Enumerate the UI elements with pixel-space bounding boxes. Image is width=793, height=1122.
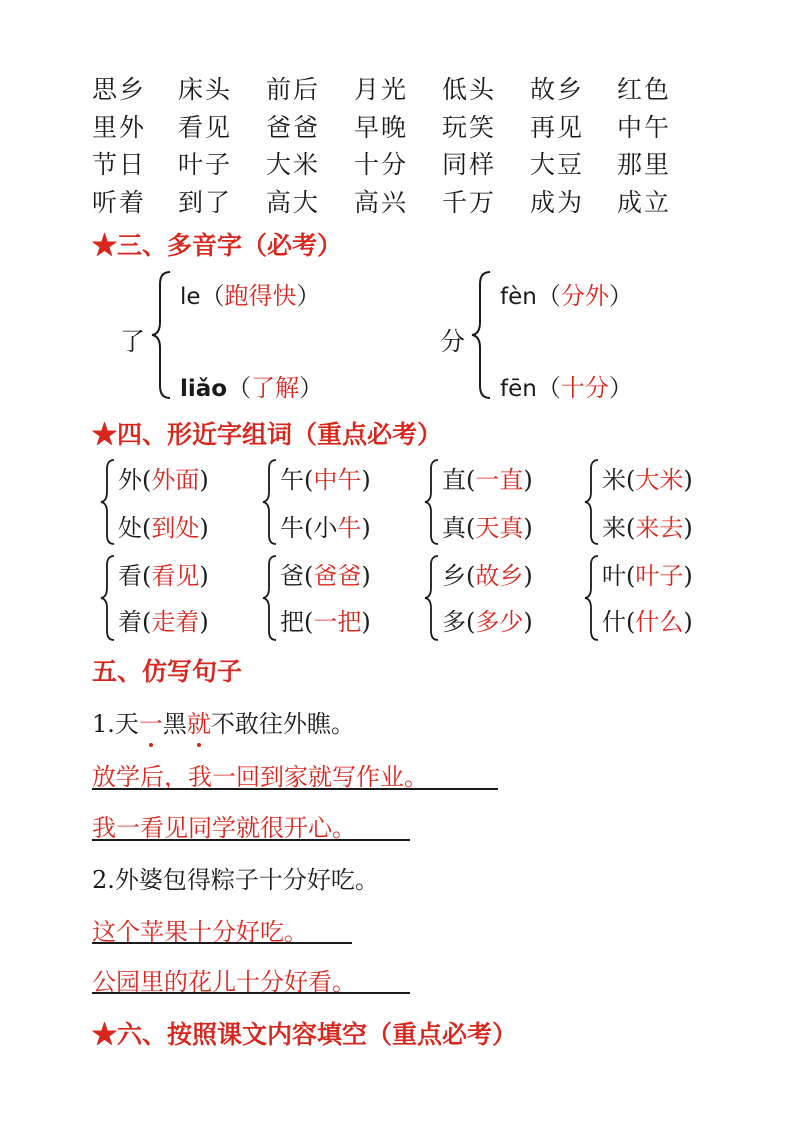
word-item: 高兴 [354,188,409,217]
word-item: 中午 [617,113,672,142]
answer-line: 公园里的花儿十分好看。 [92,968,356,996]
word-item: 大米 [266,150,321,179]
polyphone-reading: le（跑得快） [180,282,321,310]
answer-line: 我一看见同学就很开心。 [92,814,356,842]
section-4-title: ★四、形近字组词（重点必考） [92,420,443,449]
answer-underline [92,839,410,841]
similar-char-line: 叶(叶子) [602,562,693,590]
word-item: 看见 [178,113,233,142]
similar-char-line: 牛(小牛) [280,514,371,542]
answer-underline [92,788,498,790]
word-item: 大豆 [530,150,585,179]
similar-char-line: 把(一把) [280,608,371,636]
word-item: 玩笑 [442,113,497,142]
section-3-title: ★三、多音字（必考） [92,231,343,260]
brace-icon [424,458,440,548]
brace-icon [262,458,278,548]
word-item: 千万 [442,188,497,217]
example-sentence-1: 1.天一黑就不敢往外瞧。 [92,704,355,739]
word-item: 那里 [617,150,672,179]
word-item: 床头 [178,75,233,104]
section-5-title: 五、仿写句子 [92,657,243,686]
word-item: 节日 [92,150,147,179]
brace-icon [584,458,600,548]
similar-char-line: 外(外面) [118,466,209,494]
similar-char-line: 什(什么) [602,608,693,636]
section-6-title: ★六、按照课文内容填空（重点必考） [92,1020,518,1049]
similar-char-line: 处(到处) [118,514,209,542]
brace-icon [262,554,278,644]
word-item: 叶子 [178,150,233,179]
similar-char-line: 真(天真) [442,514,533,542]
word-item: 到了 [178,188,233,217]
answer-line: 这个苹果十分好吃。 [92,918,308,946]
similar-char-line: 爸(爸爸) [280,562,371,590]
similar-char-line: 米(大米) [602,466,693,494]
brace-icon [150,270,174,400]
word-item: 成立 [617,188,672,217]
similar-char-line: 着(走着) [118,608,209,636]
word-item: 同样 [442,150,497,179]
polyphone-reading: liǎo（了解） [180,374,324,402]
example-sentence-2: 2.外婆包得粽子十分好吃。 [92,866,379,894]
brace-icon [424,554,440,644]
word-item: 里外 [92,113,147,142]
word-item: 月光 [354,75,409,104]
similar-char-line: 看(看见) [118,562,209,590]
answer-underline [92,992,410,994]
answer-underline [92,942,352,944]
word-item: 十分 [354,150,409,179]
polyphone-char: 分 [440,327,466,356]
word-item: 听着 [92,188,147,217]
similar-char-line: 乡(故乡) [442,562,533,590]
brace-icon [100,554,116,644]
word-item: 低头 [442,75,497,104]
brace-icon [584,554,600,644]
word-item: 思乡 [92,75,147,104]
similar-char-line: 直(一直) [442,466,533,494]
word-item: 爸爸 [266,113,321,142]
word-item: 成为 [530,188,585,217]
similar-char-line: 午(中午) [280,466,371,494]
polyphone-reading: fèn（分外） [500,282,633,310]
word-item: 前后 [266,75,321,104]
word-item: 再见 [530,113,585,142]
brace-icon [100,458,116,548]
similar-char-line: 多(多少) [442,608,533,636]
answer-line: 放学后，我一回到家就写作业。 [92,763,428,791]
similar-char-line: 来(来去) [602,514,693,542]
polyphone-reading: fēn（十分） [500,374,633,402]
word-item: 高大 [266,188,321,217]
word-item: 早晚 [354,113,409,142]
word-item: 故乡 [530,75,585,104]
brace-icon [470,270,494,400]
polyphone-char: 了 [120,327,146,356]
word-item: 红色 [617,75,672,104]
